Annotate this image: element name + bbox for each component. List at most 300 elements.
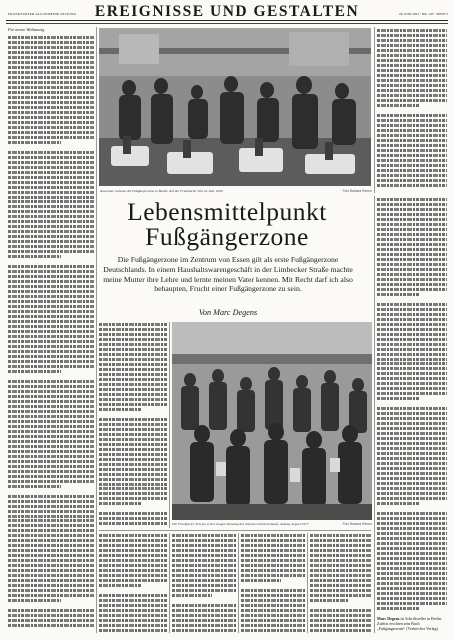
text-line <box>377 496 447 501</box>
text-line <box>377 441 447 446</box>
text-line <box>8 409 94 414</box>
column-kicker: Für meine Weltsaurig <box>8 27 45 32</box>
text-line <box>99 352 167 357</box>
text-line <box>99 608 167 613</box>
text-line <box>8 199 94 204</box>
text-line <box>8 160 94 165</box>
text-line <box>99 452 167 457</box>
text-line <box>8 538 94 543</box>
text-line <box>377 93 447 98</box>
text-line <box>8 214 94 219</box>
text-line <box>8 613 94 618</box>
text-line <box>8 518 94 523</box>
text-line <box>377 436 447 441</box>
text-line <box>99 327 167 332</box>
text-line <box>377 511 447 516</box>
column-rule <box>169 322 170 528</box>
text-line <box>8 175 94 180</box>
text-line <box>8 209 94 214</box>
text-line <box>377 431 447 436</box>
text-line <box>8 279 94 284</box>
text-line <box>172 563 236 568</box>
text-line <box>377 471 447 476</box>
text-line <box>99 392 167 397</box>
text-line <box>377 312 447 317</box>
text-line <box>8 374 94 379</box>
text-line <box>377 237 447 242</box>
text-line <box>8 289 94 294</box>
text-line <box>377 446 447 451</box>
text-line <box>8 105 94 110</box>
text-line <box>172 573 236 578</box>
text-line <box>377 83 447 88</box>
text-line <box>172 588 236 593</box>
text-line <box>8 369 61 374</box>
text-line <box>172 568 236 573</box>
text-line <box>99 558 167 563</box>
text-line <box>8 504 94 509</box>
text-line <box>8 329 94 334</box>
text-line <box>377 456 447 461</box>
text-line <box>377 536 447 541</box>
text-line <box>8 234 94 239</box>
text-line <box>8 499 94 504</box>
text-line <box>99 548 167 553</box>
text-line <box>377 68 447 73</box>
text-line <box>8 40 94 45</box>
text-line <box>377 486 447 491</box>
text-line <box>241 548 305 553</box>
article-dek: Die Fußgängerzone im Zentrum von Essen gilt als erste Fußgängerzone Deutschlands. In einem Haushaltswarengeschäft in der Limbecker Straße machte meine Mutter ihre Lehre und lernte meinen Vater kennen. Mit Recht darf ich also behaupten, Frucht einer Fußgängerzone zu sein. <box>103 255 353 294</box>
text-line <box>172 628 236 633</box>
text-line <box>99 583 141 588</box>
text-line <box>241 588 305 593</box>
text-line <box>241 568 305 573</box>
text-line <box>172 578 236 583</box>
text-line <box>8 623 94 628</box>
text-line <box>377 581 447 586</box>
masthead-rule <box>6 20 448 21</box>
text-line <box>377 98 447 103</box>
text-line <box>377 103 420 108</box>
text-line <box>241 538 305 543</box>
text-line <box>99 467 167 472</box>
text-line <box>241 563 305 568</box>
text-line <box>377 342 447 347</box>
column-rule <box>238 533 239 633</box>
text-line <box>99 598 167 603</box>
text-line <box>377 143 447 148</box>
bottom-photo <box>172 322 372 520</box>
text-line <box>310 588 372 593</box>
text-line <box>8 489 94 494</box>
text-line <box>8 125 94 130</box>
text-line <box>377 531 447 536</box>
text-line <box>99 372 167 377</box>
text-line <box>241 558 305 563</box>
text-line <box>99 347 167 352</box>
text-line <box>99 377 167 382</box>
text-line <box>8 115 94 120</box>
article-byline: Von Marc Degens <box>198 308 258 317</box>
text-line <box>377 178 447 183</box>
text-line <box>310 553 372 558</box>
text-line <box>99 603 167 608</box>
text-line <box>8 528 94 533</box>
text-line <box>377 173 447 178</box>
text-line <box>241 628 305 633</box>
author-note <box>377 614 447 631</box>
text-line <box>8 429 94 434</box>
text-line <box>8 274 94 279</box>
text-line <box>377 396 420 401</box>
top-photo <box>99 28 371 186</box>
text-line <box>377 108 447 113</box>
text-line <box>377 28 447 33</box>
text-line <box>8 254 61 259</box>
text-line <box>99 447 167 452</box>
text-line <box>8 464 94 469</box>
text-line <box>377 307 447 312</box>
text-line <box>8 259 94 264</box>
text-line <box>8 204 94 209</box>
text-line <box>377 476 447 481</box>
text-line <box>8 509 94 514</box>
text-line <box>377 302 447 307</box>
text-line <box>8 224 94 229</box>
text-line <box>8 419 94 424</box>
text-line <box>377 38 447 43</box>
text-line <box>172 623 236 628</box>
text-line <box>377 461 447 466</box>
newspaper-name: FRANKFURTER ALLGEMEINE ZEITUNG <box>8 12 77 16</box>
text-line <box>377 521 447 526</box>
text-line <box>377 391 447 396</box>
headline-line-2: Fußgängerzone <box>145 222 309 251</box>
text-line <box>377 416 447 421</box>
text-line <box>8 55 94 60</box>
text-line <box>8 399 94 404</box>
text-line <box>99 628 167 633</box>
text-line <box>8 150 94 155</box>
text-line <box>99 543 167 548</box>
text-line <box>99 482 167 487</box>
text-line <box>8 75 94 80</box>
text-line <box>8 85 94 90</box>
text-line <box>310 538 372 543</box>
text-line <box>8 190 94 195</box>
text-line <box>8 598 61 603</box>
text-line <box>377 163 447 168</box>
text-line <box>377 113 447 118</box>
text-line <box>377 601 447 606</box>
text-line <box>99 362 167 367</box>
text-line <box>377 63 447 68</box>
text-line <box>99 593 167 598</box>
text-line <box>172 603 236 608</box>
text-line <box>377 381 447 386</box>
text-line <box>310 568 372 573</box>
text-line <box>8 578 94 583</box>
text-line <box>8 299 94 304</box>
text-column-left <box>8 27 94 633</box>
text-line <box>241 578 281 583</box>
text-line <box>310 593 372 598</box>
text-line <box>8 130 94 135</box>
text-line <box>241 533 305 538</box>
headline-line-1: Lebensmittelpunkt <box>127 197 327 226</box>
text-line <box>377 411 447 416</box>
text-line <box>8 165 94 170</box>
text-line <box>8 304 94 309</box>
text-line <box>8 50 94 55</box>
text-line <box>8 140 61 145</box>
text-line <box>377 546 447 551</box>
text-line <box>8 588 94 593</box>
text-line <box>377 352 447 357</box>
text-line <box>310 543 372 548</box>
text-line <box>377 138 447 143</box>
text-line <box>8 434 94 439</box>
section-rule <box>99 530 371 531</box>
text-line <box>99 496 167 501</box>
text-line <box>377 561 447 566</box>
text-line <box>8 239 94 244</box>
text-line <box>377 386 447 391</box>
text-line <box>377 506 447 511</box>
text-line <box>377 556 447 561</box>
text-line <box>377 566 447 571</box>
text-line <box>99 462 167 467</box>
text-line <box>310 598 348 603</box>
column-rule <box>374 196 375 633</box>
text-line <box>8 100 94 105</box>
text-line <box>8 339 94 344</box>
text-line <box>8 583 94 588</box>
text-line <box>99 501 141 506</box>
text-line <box>241 618 305 623</box>
issue-info: 26. JUNI 2021 · NR. 145 · SEITE 5 <box>399 12 448 16</box>
text-line <box>377 282 447 287</box>
text-line <box>99 432 167 437</box>
text-line <box>8 359 94 364</box>
text-line <box>8 608 94 613</box>
text-line <box>99 357 167 362</box>
text-line <box>99 472 167 477</box>
text-line <box>8 80 94 85</box>
text-line <box>8 573 94 578</box>
text-line <box>377 207 447 212</box>
text-column-bottom-4 <box>310 533 372 633</box>
text-line <box>377 53 447 58</box>
text-line <box>377 501 420 506</box>
text-line <box>377 262 447 267</box>
text-line <box>8 70 94 75</box>
text-line <box>99 402 167 407</box>
text-column-bottom-3 <box>241 533 305 633</box>
text-line <box>99 382 167 387</box>
masthead-rule-thin <box>6 23 448 24</box>
text-line <box>377 466 447 471</box>
text-column-right-bottom <box>377 197 447 619</box>
text-line <box>8 319 94 324</box>
text-line <box>377 322 447 327</box>
text-line <box>99 613 167 618</box>
text-line <box>377 287 447 292</box>
top-photo-caption: Anwohner nehmen die Fußgängerzone in Besitz: Auf der Frankfurter Zeil im Jahr 1999 <box>100 189 223 193</box>
text-line <box>8 35 94 40</box>
text-line <box>377 128 447 133</box>
text-line <box>8 449 94 454</box>
text-line <box>99 538 167 543</box>
text-line <box>377 361 447 366</box>
text-line <box>8 618 94 623</box>
text-line <box>8 60 94 65</box>
text-line <box>377 541 447 546</box>
text-line <box>8 384 94 389</box>
text-line <box>377 272 447 277</box>
text-line <box>99 563 167 568</box>
text-line <box>8 558 94 563</box>
text-line <box>172 543 236 548</box>
text-line <box>99 337 167 342</box>
bottom-photo-credit: Foto Barbara Klemm <box>342 522 372 526</box>
text-line <box>172 553 236 558</box>
text-line <box>377 327 447 332</box>
text-line <box>172 613 236 618</box>
text-line <box>8 479 94 484</box>
text-line <box>377 571 447 576</box>
text-line <box>377 202 447 207</box>
text-line <box>8 249 94 254</box>
text-line <box>8 65 94 70</box>
text-line <box>99 407 141 412</box>
text-line <box>8 344 94 349</box>
text-line <box>99 397 167 402</box>
text-line <box>99 491 167 496</box>
text-line <box>241 553 305 558</box>
text-line <box>99 387 167 392</box>
text-line <box>8 424 94 429</box>
text-line <box>8 135 94 140</box>
text-line <box>8 379 94 384</box>
author-note-name: Marc Degens <box>377 616 400 621</box>
text-line <box>8 474 94 479</box>
text-line <box>377 376 447 381</box>
text-line <box>8 354 94 359</box>
text-line <box>99 417 167 422</box>
text-line <box>377 317 447 322</box>
text-line <box>241 603 305 608</box>
text-line <box>377 347 447 352</box>
text-line <box>377 58 447 63</box>
text-line <box>377 366 447 371</box>
text-line <box>377 43 447 48</box>
text-line <box>8 394 94 399</box>
text-line <box>8 414 94 419</box>
text-line <box>377 406 447 411</box>
text-line <box>377 591 447 596</box>
text-line <box>8 219 94 224</box>
text-line <box>8 145 94 150</box>
text-line <box>241 613 305 618</box>
text-line <box>310 628 372 633</box>
text-line <box>8 170 94 175</box>
column-rule <box>307 533 308 633</box>
top-photo-credit: Foto Barbara Klemm <box>342 189 372 193</box>
text-line <box>377 371 447 376</box>
text-line <box>241 543 305 548</box>
text-line <box>99 437 167 442</box>
text-line <box>8 324 94 329</box>
text-line <box>377 596 447 601</box>
text-line <box>377 133 447 138</box>
text-line <box>8 444 94 449</box>
text-line <box>99 322 167 327</box>
text-line <box>377 277 447 282</box>
text-line <box>99 412 167 417</box>
text-line <box>99 553 167 558</box>
text-line <box>8 553 94 558</box>
text-line <box>310 573 372 578</box>
text-line <box>310 558 372 563</box>
text-line <box>310 603 372 608</box>
text-line <box>377 212 447 217</box>
text-column-mid-left <box>99 322 167 530</box>
text-line <box>377 33 447 38</box>
text-line <box>241 583 305 588</box>
text-line <box>377 451 447 456</box>
text-line <box>99 568 167 573</box>
text-line <box>8 603 94 608</box>
text-column-right-top <box>377 28 447 192</box>
text-line <box>8 269 94 274</box>
text-line <box>377 526 447 531</box>
text-line <box>377 78 447 83</box>
text-line <box>8 294 94 299</box>
text-line <box>99 533 167 538</box>
text-line <box>377 153 447 158</box>
text-line <box>172 583 236 588</box>
text-line <box>377 88 447 93</box>
author-note-text: ist Schriftsteller in Berlin. Zuletzt erschien sein Buch „Fußgängerzone“ (Verbrecher Verlag). <box>377 616 443 631</box>
text-line <box>172 558 236 563</box>
text-line <box>377 118 447 123</box>
text-line <box>8 244 94 249</box>
text-line <box>241 623 305 628</box>
text-line <box>8 459 94 464</box>
text-line <box>310 583 372 588</box>
text-line <box>8 284 94 289</box>
text-line <box>241 598 305 603</box>
text-line <box>377 123 447 128</box>
text-line <box>8 389 94 394</box>
text-line <box>8 185 94 190</box>
text-line <box>8 514 94 519</box>
text-line <box>377 606 420 611</box>
text-line <box>377 222 447 227</box>
text-line <box>172 608 236 613</box>
text-line <box>99 457 167 462</box>
text-line <box>377 247 447 252</box>
text-line <box>8 95 94 100</box>
text-line <box>377 357 447 362</box>
text-line <box>8 229 94 234</box>
text-line <box>8 309 94 314</box>
text-line <box>377 197 447 202</box>
text-line <box>310 608 372 613</box>
text-line <box>310 613 372 618</box>
